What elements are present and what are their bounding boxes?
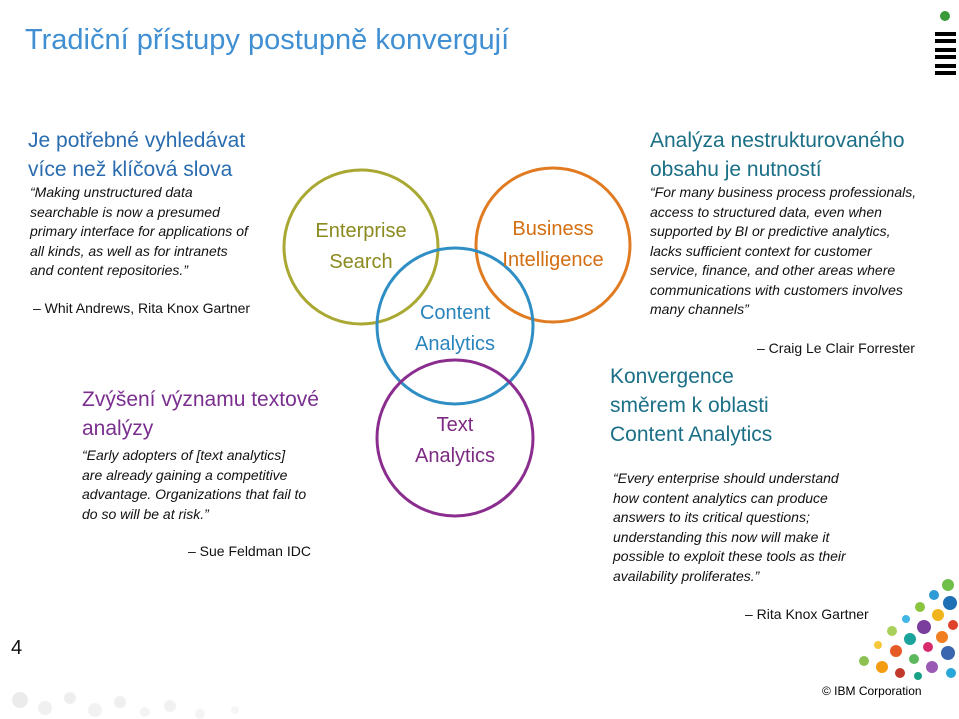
- decorative-dot-pattern: [820, 575, 959, 680]
- left-bottom-attribution: – Sue Feldman IDC: [188, 543, 311, 559]
- left-top-quote: “Making unstructured data searchable is now a presumed primary interface for applications of all kinds, as well as for intranets and content repositories.”: [30, 184, 248, 278]
- footer-copyright: © IBM Corporation: [822, 684, 922, 698]
- content-analytics-label: Content Analytics: [414, 302, 496, 355]
- left-top-heading: Je potřebné vyhledávat více než klíčová slova: [28, 129, 246, 181]
- right-bottom-heading: Konvergence směrem k oblasti Content Analytics: [610, 365, 773, 446]
- decorative-dot-pattern-left: [0, 670, 300, 719]
- business-intelligence-label: Business Intelligence: [502, 218, 604, 271]
- right-top-heading: Analýza nestrukturovaného obsahu je nutností: [650, 129, 905, 181]
- text-analytics-label: Text Analytics: [414, 414, 496, 467]
- left-bottom-heading: Zvýšení významu textové analýzy: [82, 388, 319, 440]
- left-bottom-quote: “Early adopters of [text analytics] are already gaining a competitive advantage. Organizations that fail to do so will be at risk.”: [82, 447, 307, 522]
- slide-title: Tradiční přístupy postupně konvergují: [25, 24, 510, 56]
- right-bottom-quote: “Every enterprise should understand how content analytics can produce answers to its critical questions; understanding this now will make it possible to exploit these tools as their availability proliferates.”: [613, 470, 846, 584]
- enterprise-search-label: Enterprise Search: [315, 220, 407, 273]
- right-top-quote: “For many business process professionals, access to structured data, even when supported by BI or predictive analytics, lacks sufficient context for customer service, finance, and other areas where communications with customers involves many channels”: [650, 184, 917, 317]
- right-top-attribution: – Craig Le Clair Forrester: [757, 340, 915, 356]
- left-top-attribution: – Whit Andrews, Rita Knox Gartner: [33, 300, 251, 316]
- slide-number: 4: [11, 637, 23, 659]
- right-bottom-attribution: – Rita Knox Gartner: [745, 606, 869, 622]
